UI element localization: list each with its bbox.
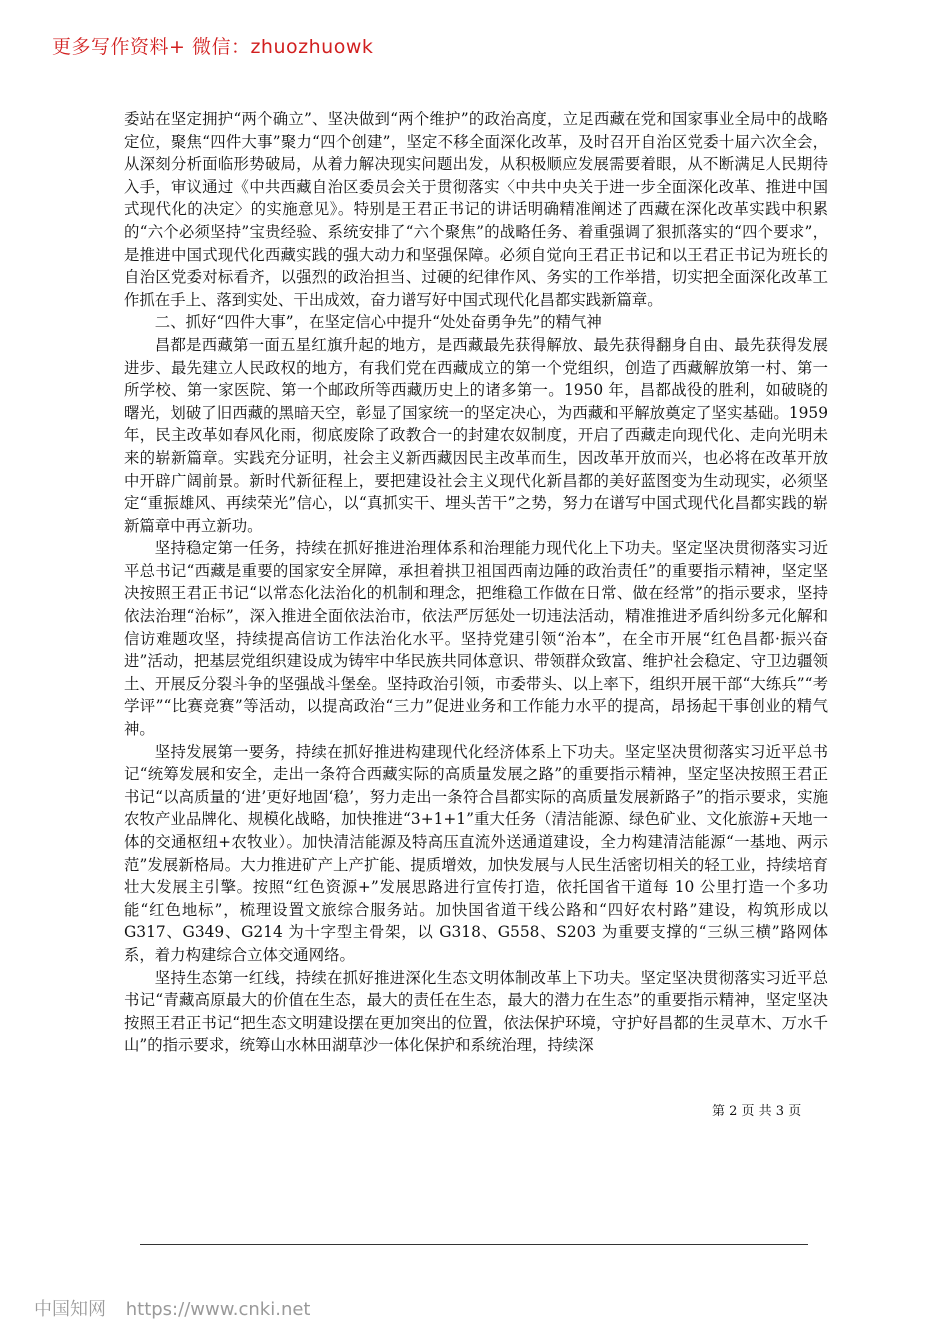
paragraph-4: 坚持发展第一要务，持续在抓好推进构建现代化经济体系上下功夫。坚定坚决贯彻落实习近平总书记“统筹发展和安全，走出一条符合西藏实际的高质量发展之路”的重要指示精神，坚定坚决按照王君正书记“以高质量的‘进’更好地固‘稳’，努力走出一条符合昌都实际的高质量发展新路子”的指示要求，实施农牧产业品牌化、规模化战略，加快推进“3+1+1”重大任务（清洁能源、绿色矿业、文化旅游+天地一体的交通枢纽+农牧业）。加快清洁能源及特高压直流外送通道建设，全力构建清洁能源“一基地、两示范”发展新格局。大力推进矿产上产扩能、提质增效，加快发展与人民生活密切相关的轻工业，持续培育壮大发展主引擎。按照“红色资源+”发展思路进行宣传打造，依托国省干道每 10 公里打造一个多功能“红色地标”，梳理设置文旅综合服务站。加快国省道干线公路和“四好农村路”建设，构筑形成以 G317、G349、G214 为十字型主骨架，以 G318、G558、S203 为重要支撑的“三纵三横”路网体系，着力构建综合立体交通网络。 xyxy=(124,742,828,964)
promo-header: 更多写作资料+ 微信：zhuozhuowk xyxy=(52,36,374,58)
footer-watermark xyxy=(34,1295,324,1321)
footer-url: https://www.cnki.net xyxy=(125,1299,311,1320)
paragraph-1: 委站在坚定拥护“两个确立”、坚决做到“两个维护”的政治高度，立足西藏在党和国家事业全局中的战略定位，聚焦“四件大事”聚力“四个创建”，坚定不移全面深化改革，及时召开自治区党委十届六次全会，从深刻分析面临形势破局，从着力解决现实问题出发，从积极顺应发展需要着眼，从不断满足人民期待入手，审议通过《中共西藏自治区委员会关于贯彻落实〈中共中央关于进一步全面深化改革、推进中国式现代化的决定〉的实施意见》。特别是王君正书记的讲话明确精准阐述了西藏在深化改革实践中积累的“六个必须坚持”宝贵经验、系统安排了“六个聚焦”的战略任务、着重强调了狠抓落实的“四个要求”，是推进中国式现代化西藏实践的强大动力和坚强保障。必须自觉向王君正书记和以王君正书记为班长的自治区党委对标看齐，以强烈的政治担当、过硬的纪律作风、务实的工作举措，切实把全面深化改革工作抓在手上、落到实处、干出成效，奋力谱写好中国式现代化昌都实践新篇章。 xyxy=(124,110,828,309)
paragraph-2: 昌都是西藏第一面五星红旗升起的地方，是西藏最先获得解放、最先获得翻身自由、最先获得发展进步、最先建立人民政权的地方，有我们党在西藏成立的第一个党组织，创造了西藏解放第一村、第一所学校、第一家医院、第一个邮政所等西藏历史上的诸多第一。1950 年，昌都战役的胜利，如破晓的曙光，划破了旧西藏的黑暗天空，彰显了国家统一的坚定决心，为西藏和平解放奠定了坚实基础。1959 年，民主改革如春风化雨，彻底废除了政教合一的封建农奴制度，开启了西藏走向现代化、走向光明未来的崭新篇章。实践充分证明，社会主义新西藏因民主改革而生，因改革开放而兴，也必将在改革开放中开辟广阔前景。新时代新征程上，要把建设社会主义现代化新昌都的美好蓝图变为生动现实，必须坚定“重振雄风、再续荣光”信心，以“真抓实干、埋头苦干”之势，努力在谱写中国式现代化昌都实践的崭新篇章中再立新功。 xyxy=(124,335,828,535)
page-number: 第 2 页 共 3 页 xyxy=(712,1104,802,1119)
footer-divider xyxy=(140,1244,808,1245)
section-heading: 二、抓好“四件大事”，在坚定信心中提升“处处奋勇争先”的精气神 xyxy=(154,313,602,332)
paragraph-5: 坚持生态第一红线，持续在抓好推进深化生态文明体制改革上下功夫。坚定坚决贯彻落实习近平总书记“青藏高原最大的价值在生态，最大的责任在生态，最大的潜力在生态”的重要指示精神，坚定坚决按照王君正书记“把生态文明建设摆在更加突出的位置，依法保护环境，守护好昌都的生灵草木、万水千山”的指示要求，统筹山水林田湖草沙一体化保护和系统治理，持续深 xyxy=(124,968,828,1055)
document-body xyxy=(124,108,828,1057)
footer-brand: 中国知网 xyxy=(34,1299,106,1320)
paragraph-3: 坚持稳定第一任务，持续在抓好推进治理体系和治理能力现代化上下功夫。坚定坚决贯彻落实习近平总书记“西藏是重要的国家安全屏障，承担着拱卫祖国西南边陲的政治责任”的重要指示精神，坚定坚决按照王君正书记“以常态化法治化的机制和理念，把维稳工作做在日常、做在经常”的指示要求，坚持依法治理“治标”，深入推进全面依法治市，依法严厉惩处一切违法活动，精准推进矛盾纠纷多元化解和信访难题攻坚，持续提高信访工作法治化水平。坚持党建引领“治本”，在全市开展“红色昌都·振兴奋进”活动，把基层党组织建设成为铸牢中华民族共同体意识、带领群众致富、维护社会稳定、守卫边疆领土、开展反分裂斗争的坚强战斗堡垒。坚持政治引领，市委带头、以上率下，组织开展干部“大练兵”“考学评”“比赛竞赛”等活动，以提高政治“三力”促进业务和工作能力水平的提高，昂扬起干事创业的精气神。 xyxy=(124,539,828,739)
